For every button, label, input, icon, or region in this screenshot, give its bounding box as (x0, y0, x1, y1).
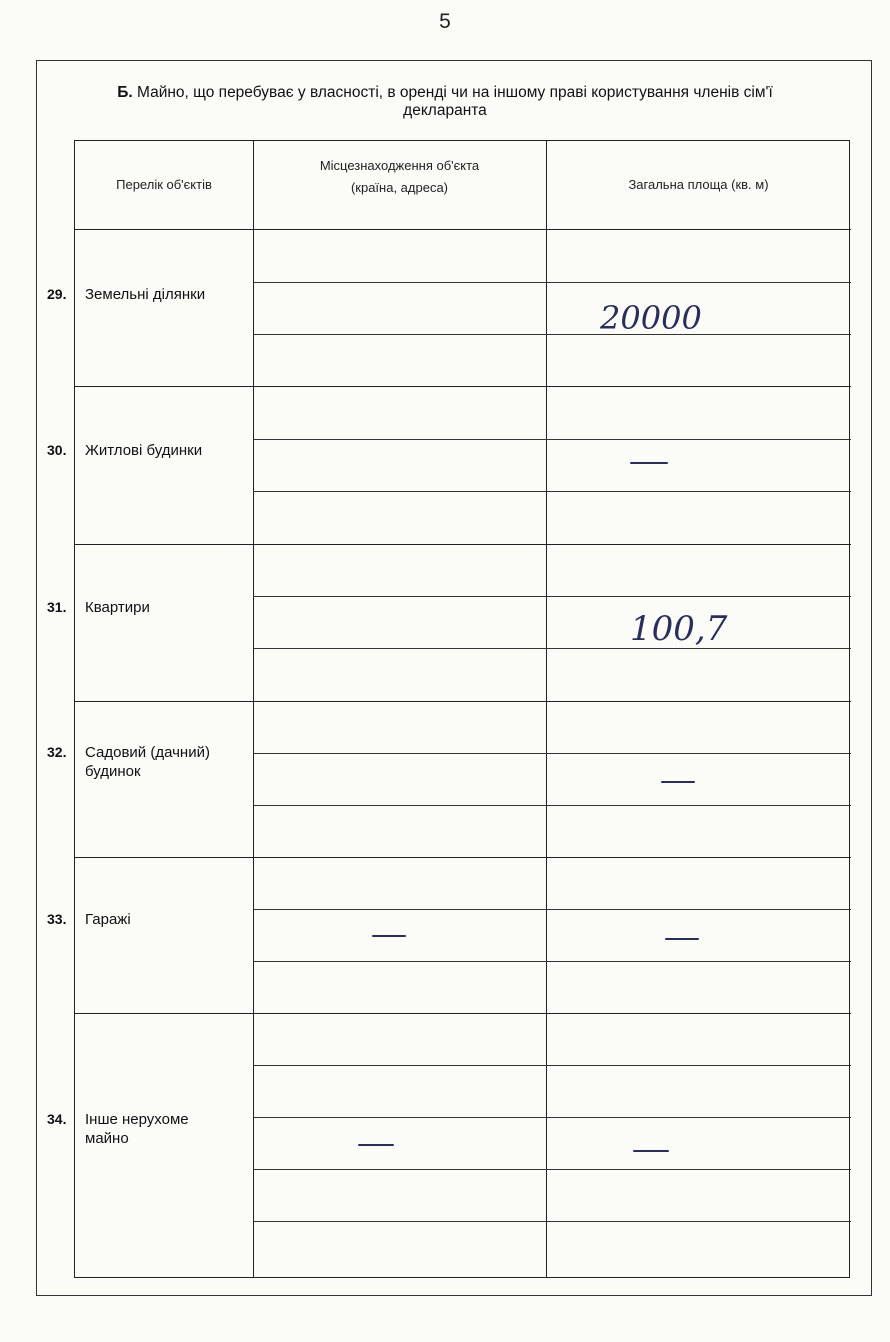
subrow-line (253, 909, 851, 910)
header-area (546, 141, 851, 229)
header-location (253, 141, 546, 229)
header-area-label: Загальна площа (кв. м) (628, 177, 769, 192)
row-label-other-property: Інше нерухоме майно (85, 1111, 189, 1147)
subrow-line (253, 805, 851, 806)
property-table (47, 140, 850, 1278)
handwritten-dash-location (358, 1144, 394, 1146)
subrow-line (253, 1169, 851, 1170)
row-label-apartments: Квартири (85, 599, 150, 616)
section-letter: Б. (117, 84, 133, 101)
header-location-label: Місцезнаходження об'єкта (319, 158, 480, 173)
row-number: 31. (47, 599, 67, 615)
subrow-line (253, 648, 851, 649)
row-number: 32. (47, 744, 67, 760)
handwritten-dash-area (630, 462, 668, 464)
section-title (100, 84, 790, 120)
header-objects-label: Перелік об'єктів (116, 177, 212, 192)
row-divider (75, 857, 851, 858)
subrow-line (253, 961, 851, 962)
row-label-land: Земельні ділянки (85, 286, 206, 303)
row-label-houses: Житлові будинки (85, 442, 203, 459)
row-number: 29. (47, 286, 67, 302)
handwritten-dash-area (665, 938, 699, 940)
subrow-line (253, 1065, 851, 1066)
handwritten-area-apartments: 100,7 (630, 609, 728, 649)
row-label-garages: Гаражі (85, 911, 131, 928)
column-divider (253, 141, 254, 1277)
row-divider (75, 386, 851, 387)
handwritten-area-land: 20000 (600, 299, 702, 337)
header-bottom-line (75, 229, 851, 230)
column-divider (546, 141, 547, 1277)
subrow-line (253, 491, 851, 492)
row-number: 34. (47, 1111, 67, 1127)
subrow-line (253, 439, 851, 440)
subrow-line (253, 1117, 851, 1118)
row-divider (75, 1013, 851, 1014)
page-number: 5 (439, 10, 451, 33)
subrow-line (253, 334, 851, 335)
subrow-line (253, 753, 851, 754)
row-label-garden-house: Садовий (дачний) будинок (85, 744, 210, 780)
row-number: 30. (47, 442, 67, 458)
subrow-line (253, 282, 851, 283)
handwritten-dash-area (661, 781, 695, 783)
section-title-text: Майно, що перебуває у власності, в оренді чи на іншому праві користування членів сім'ї декларанта (132, 84, 773, 119)
header-objects (75, 141, 253, 229)
subrow-line (253, 1221, 851, 1222)
row-divider (75, 544, 851, 545)
handwritten-dash-location (372, 935, 406, 937)
row-divider (75, 701, 851, 702)
row-number: 33. (47, 911, 67, 927)
subrow-line (253, 596, 851, 597)
handwritten-dash-area (633, 1150, 669, 1152)
header-location-sublabel: (країна, адреса) (350, 180, 449, 195)
